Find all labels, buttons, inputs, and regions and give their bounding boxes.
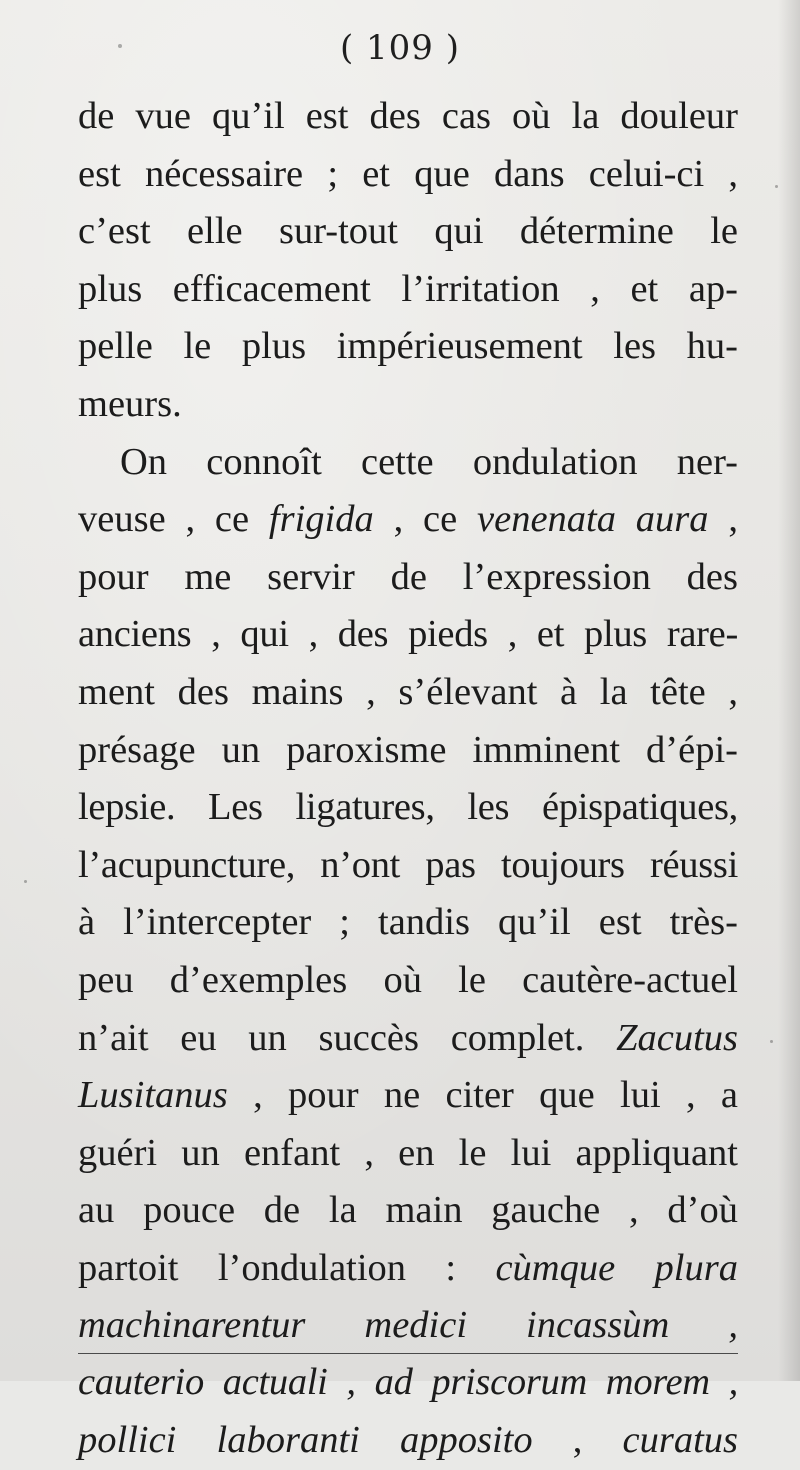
text-line: plus efficacement l’irritation , et ap- — [78, 267, 738, 310]
text-line — [78, 1412, 738, 1470]
text-line: meurs. — [78, 382, 182, 425]
body-text — [78, 88, 738, 1470]
text-span: n’ait eu un succès complet. — [78, 1016, 617, 1059]
text-line — [78, 491, 738, 549]
text-line: est nécessaire ; et que dans celui-ci , — [78, 152, 738, 195]
latin-quote: cùmque plura — [495, 1246, 738, 1289]
text-line: au pouce de la main gauche , d’où — [78, 1189, 738, 1232]
text-line — [78, 1010, 738, 1068]
text-line: On connoît cette ondulation ner- — [120, 440, 738, 483]
text-line: peu d’exemples où le cautère-actuel — [78, 958, 738, 1001]
text-span: , ce — [373, 498, 478, 541]
page-edge-shadow — [778, 0, 800, 1381]
text-span: veuse , ce — [78, 498, 269, 541]
text-line: l’acupuncture, n’ont pas toujours réussi — [78, 843, 738, 886]
text-line: pour me servir de l’expression des — [78, 555, 738, 598]
author-name: Lusitanus — [78, 1074, 228, 1117]
text-line: pelle le plus impérieusement les hu- — [78, 325, 738, 368]
latin-quote: curatus — [622, 1419, 739, 1462]
page-number: ( 109 ) — [339, 28, 461, 68]
text-line: anciens , qui , des pieds , et plus rare- — [78, 613, 738, 656]
text-line — [78, 1240, 738, 1298]
text-line: ment des mains , s’élevant à la tête , — [78, 670, 738, 713]
text-span: , pour ne citer que lui , a — [227, 1074, 738, 1117]
text-span: , — [669, 1304, 738, 1347]
text-line: lepsie. Les ligatures, les épispatiques, — [78, 786, 738, 829]
paper-speck — [24, 880, 27, 883]
text-span: , — [532, 1419, 623, 1462]
text-line: guéri un enfant , en le lui appliquant — [78, 1131, 738, 1174]
paper-speck — [118, 44, 122, 48]
latin-quote: machinarentur medici incassùm — [78, 1304, 670, 1347]
text-span: , — [708, 498, 738, 541]
text-span: partoit l’ondulation : — [78, 1246, 496, 1289]
author-name: Zacutus — [616, 1016, 738, 1059]
latin-term: venenata aura — [477, 498, 709, 541]
text-line: de vue qu’il est des cas où la douleur — [78, 95, 738, 137]
text-line: présage un paroxisme imminent d’épi- — [78, 728, 738, 771]
latin-quote: pollici laboranti apposito — [78, 1419, 533, 1462]
text-line: c’est elle sur-tout qui détermine le — [78, 210, 738, 253]
text-line — [78, 1297, 738, 1354]
paper-speck — [770, 1040, 773, 1043]
latin-term: frigida — [268, 498, 374, 541]
text-line — [78, 1067, 738, 1125]
text-line: cauterio actuali , ad priscorum morem , — [78, 1361, 738, 1404]
text-line: à l’intercepter ; tandis qu’il est très- — [78, 901, 738, 944]
